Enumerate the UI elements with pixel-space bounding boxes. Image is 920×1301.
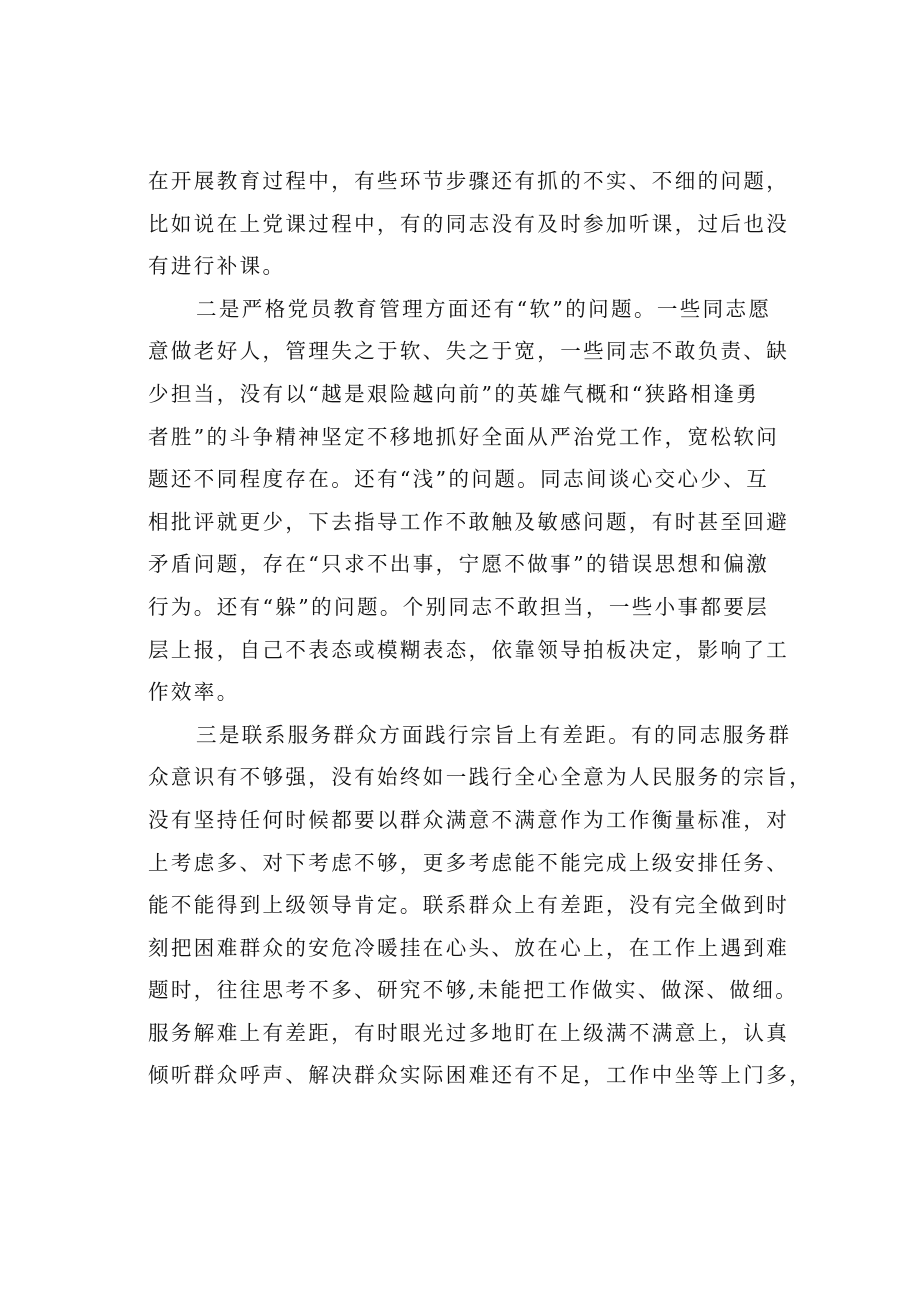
text-line: 题还不同程度存在。还有“浅”的问题。同志间谈心交心少、互 — [148, 467, 770, 492]
text-line: 行为。还有“躲”的问题。个别同志不敢担当，一些小事都要层 — [148, 594, 770, 619]
text-line: 三是联系服务群众方面践行宗旨上有差距。有的同志服务群 — [196, 722, 792, 747]
text-line: 层上报，自己不表态或模糊表态，依靠领导拍板决定，影响了工 — [148, 637, 790, 662]
text-line: 者胜”的斗争精神坚定不移地抓好全面从严治党工作，宽松软问 — [148, 424, 780, 449]
text-line: 作效率。 — [148, 680, 240, 705]
text-line: 没有坚持任何时候都要以群众满意不满意作为工作衡量标准，对 — [148, 807, 790, 832]
text-line: 少担当，没有以“越是艰险越向前”的英雄气概和“狭路相逢勇 — [148, 381, 760, 406]
document-body — [148, 160, 824, 1097]
text-line: 服务解难上有差距，有时眼光过多地盯在上级满不满意上，认真 — [148, 1020, 790, 1045]
text-line: 在开展教育过程中，有些环节步骤还有抓的不实、不细的问题， — [148, 169, 790, 193]
text-line: 比如说在上党课过程中，有的同志没有及时参加听课，过后也没 — [148, 211, 790, 236]
text-line: 矛盾问题，存在“只求不出事，宁愿不做事”的错误思想和偏激 — [148, 552, 770, 577]
text-line: 二是严格党员教育管理方面还有“软”的问题。一些同志愿 — [196, 296, 772, 321]
text-line: 倾听群众呼声、解决群众实际困难还有不足，工作中坐等上门多， — [148, 1063, 813, 1088]
text-line: 众意识有不够强，没有始终如一践行全心全意为人民服务的宗旨， — [148, 765, 813, 790]
text-line: 意做老好人，管理失之于软、失之于宽，一些同志不敢负责、缺 — [148, 339, 790, 364]
text-line: 能不能得到上级领导肯定。联系群众上有差距，没有完全做到时 — [148, 893, 790, 918]
text-line: 有进行补课。 — [148, 254, 286, 279]
text-line: 题时，往往思考不多、研究不够,未能把工作做实、做深、做细。 — [148, 978, 799, 1003]
text-line: 上考虑多、对下考虑不够，更多考虑能不能完成上级安排任务、 — [148, 850, 790, 875]
text-line: 刻把困难群众的安危冷暖挂在心头、放在心上，在工作上遇到难 — [148, 935, 790, 960]
text-line: 相批评就更少，下去指导工作不敢触及敏感问题，有时甚至回避 — [148, 509, 790, 534]
